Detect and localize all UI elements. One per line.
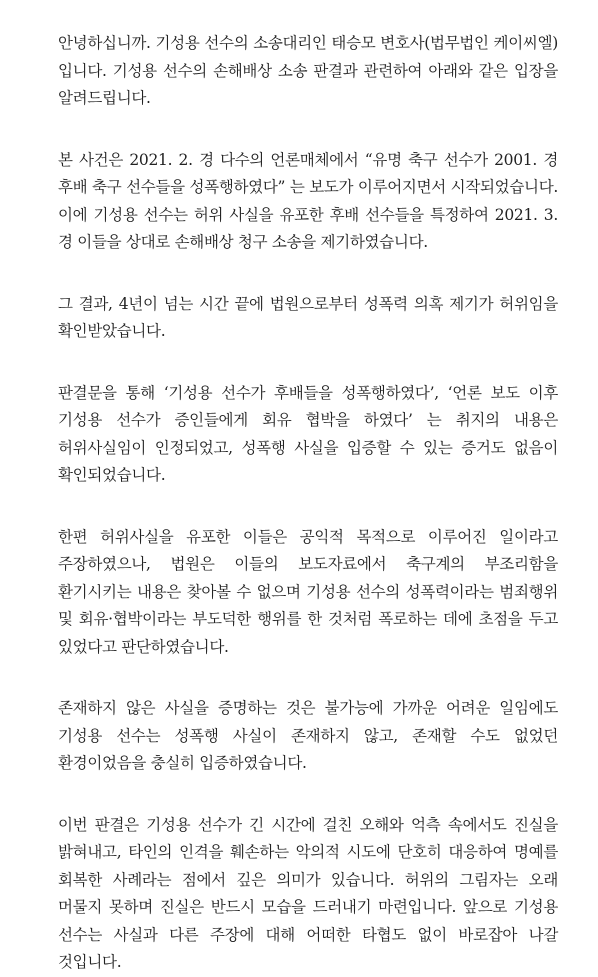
paragraph-conclusion: 이번 판결은 기성용 선수가 긴 시간에 걸친 오해와 억측 속에서도 진실을 밝혀내고, 타인의 인격을 훼손하는 악의적 시도에 단호히 대응하여 명예를 회복한 사례라는 점에서 깊은 의미가 있습니다. 허위의 그림자는 오래 머물지 못하며 진실은 반드시 모습을 드러내기 마련입니다. 앞으로 기성용 선수는 사실과 다른 주장에 대해 어떠한 타협도 없이 바로잡아 나갈 것입니다.	[58, 815, 558, 971]
paragraph-proof: 존재하지 않은 사실을 증명하는 것은 불가능에 가까운 어려운 일임에도 기성용 선수는 성폭행 사실이 존재하지 않고, 존재할 수도 없었던 환경이었음을 충실히 입증하였습니다.	[58, 699, 558, 772]
paragraph-greeting: 안녕하십니까. 기성용 선수의 소송대리인 태승모 변호사(법무법인 케이씨엘)입니다. 기성용 선수의 손해배상 소송 판결과 관련하여 아래와 같은 입장을 알려드립니다.	[58, 34, 558, 107]
paragraph-judgment-findings: 판결문을 통해 ‘기성용 선수가 후배들을 성폭행하였다’, ‘언론 보도 이후 기성용 선수가 증인들에게 회유 협박을 하였다’ 는 취지의 내용은 허위사실임이 인정되었고, 성폭행 사실을 입증할 수 있는 증거도 없음이 확인되었습니다.	[58, 383, 558, 484]
paragraph-result: 그 결과, 4년이 넘는 시간 끝에 법원으로부터 성폭력 의혹 제기가 허위임을 확인받았습니다.	[58, 294, 558, 340]
paragraph-court-ruling: 한편 허위사실을 유포한 이들은 공익적 목적으로 이루어진 일이라고 주장하였으나, 법원은 이들의 보도자료에서 축구계의 부조리함을 환기시키는 내용은 찾아볼 수 없으며 기성용 선수의 성폭력이라는 범죄행위 및 회유·협박이라는 부도덕한 행위를 한 것처럼 폭로하는 데에 초점을 두고 있었다고 판단하였습니다.	[58, 527, 558, 656]
paragraph-case-background: 본 사건은 2021. 2. 경 다수의 언론매체에서 “유명 축구 선수가 2001. 경 후배 축구 선수들을 성폭행하였다” 는 보도가 이루어지면서 시작되었습니다. 이에 기성용 선수는 허위 사실을 유포한 후배 선수들을 특정하여 2021. 3. 경 이들을 상대로 손해배상 청구 소송을 제기하였습니다.	[58, 150, 558, 251]
